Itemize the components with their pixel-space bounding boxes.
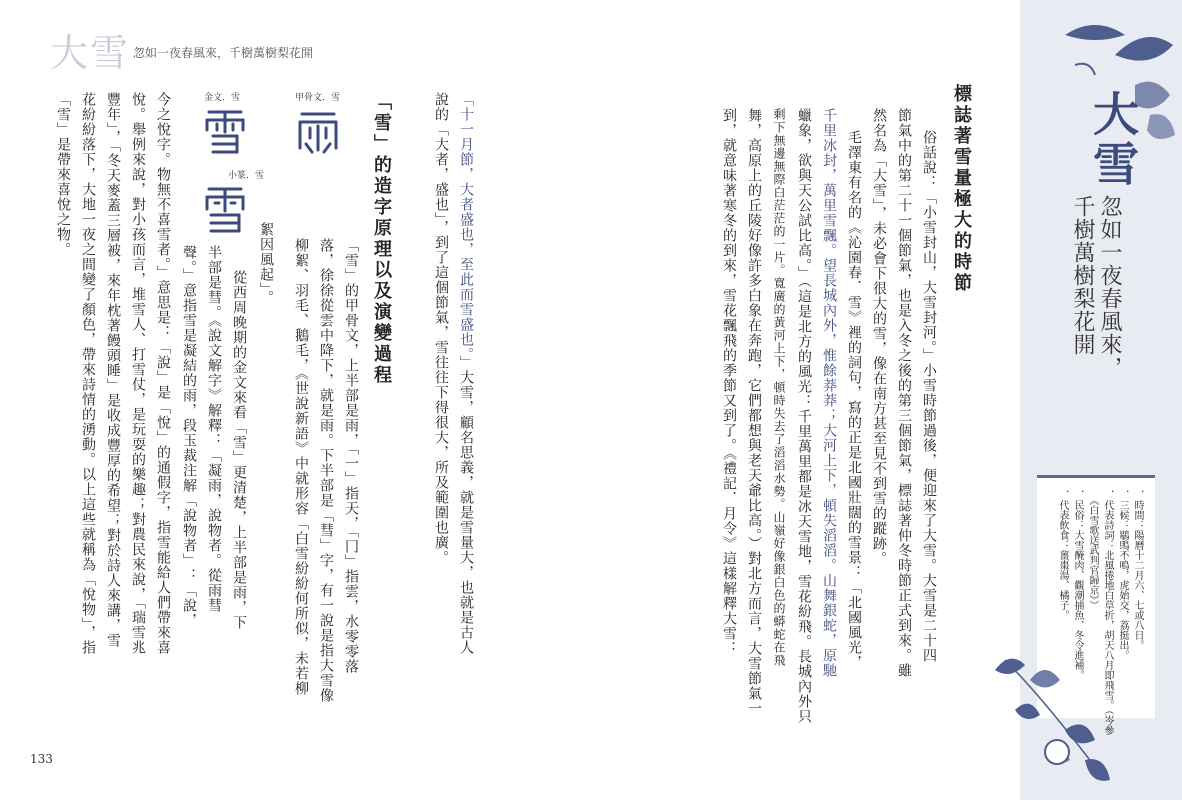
section-title-left: 「雪」的造字原理以及演變過程 xyxy=(371,92,392,386)
right-paragraph-line-3: 然名為「大雪」，未必會下很大的雪，像在南方甚至見不到雪的蹤跡。 xyxy=(871,108,887,566)
bronze-glyph xyxy=(203,108,247,156)
flower-bottom-icon xyxy=(985,640,1125,790)
page-number-left: 133 xyxy=(30,752,53,766)
right-subtitle-1: 忽如一夜春風來， xyxy=(1097,195,1122,379)
left-paragraph-line-7: 聲。」意指雪是凝結的雨，段玉裁注解「說物者」：「說， xyxy=(181,245,197,628)
info-item: ．時間：陽曆十二月六、七或八日。 xyxy=(1132,490,1143,650)
right-paragraph-line-2: 節氣中的第二十一個節氣，也是入冬之後的第三個節氣，標誌著仲冬時節正式到來。雖 xyxy=(896,108,912,678)
left-paragraph-line-5: 從西周晚期的金文來看「雪」更清楚，上半部是雨，下 xyxy=(231,270,247,630)
info-item: ．代表詩詞：北風捲地白草折，胡天八月即飛雪。（岑參 xyxy=(1102,490,1113,735)
quote-column-1: 「十一月節，大者盛也，至此而雪盛也。」大雪，顧名思義，就是雪量大，也就是古人 xyxy=(458,92,474,655)
right-paragraph-line-4: 毛澤東有名的《沁園春．雪》裡的詞句，寫的正是北國壯闊的雪景：「北國風光， xyxy=(846,130,862,670)
right-title: 大雪 xyxy=(1086,90,1140,190)
bronze-label: 金文．雪 xyxy=(204,93,241,103)
right-paragraph-line-9: 到，就意味著寒冬的到來，雪花飄飛的季節又到了。《禮記．月令》這樣解釋大雪： xyxy=(721,108,737,656)
right-paragraph-line-6: 蠟象，欲與天公試比高。」（這是北方的風光：千里萬里都是冰天雪地，雪花紛飛。長城內外只 xyxy=(796,108,812,724)
header-subtitle: 忽如一夜春風來，千樹萬樹梨花開 xyxy=(133,46,314,60)
quote-column-2: 說的「大者，盛也」，到了這個節氣，雪往往下得很大，所及範圍也廣。 xyxy=(433,92,449,565)
left-paragraph-line-1: 「雪」的甲骨文，上半部是雨，「一」指天，「冂」指雲，水零零落 xyxy=(343,238,359,674)
oracle-label: 甲骨文．雪 xyxy=(295,93,341,103)
section-title-right: 標誌著雪量極大的時節 xyxy=(951,84,972,294)
right-paragraph-line-1: 俗話說：「小雪封山，大雪封河。」小雪時節過後，便迎來了大雪。大雪是二十四 xyxy=(921,130,937,663)
left-paragraph-line-10: 豐年」，「冬天麥蓋三層被，來年枕著饅頭睡」是收成豐厚的希望；對於詩人來講，雪 xyxy=(105,92,121,648)
right-paragraph-line-7: 剩下無邊無際白茫茫的一片。寬廣的黃河上下，頓時失去了滔滔水勢。山嶺好像銀白色的蟒蛇在飛 xyxy=(772,108,786,667)
left-paragraph-line-2: 落，徐徐從雲中降下，就是雨。下半部是「彗」字，有一說是指大雪像 xyxy=(318,238,334,703)
oracle-bone-glyph xyxy=(296,108,340,154)
left-paragraph-line-9: 悅。舉例來說，對小孩而言，堆雪人、打雪仗，是玩耍的樂趣；對農民來說，「瑞雪兆 xyxy=(130,92,146,655)
right-subtitle-2: 千樹萬樹梨花開 xyxy=(1070,195,1095,356)
info-item: ．代表飲食：薑棗湯、橘子。 xyxy=(1057,490,1068,620)
left-paragraph-line-8: 今之悅字。物無不喜雪者。」意思是：「說」是「悅」的通假字，指雪能給人們帶來喜 xyxy=(155,92,171,655)
right-paragraph-line-8: 舞，高原上的丘陵好像許多白象在奔跑，它們都想與老天爺比高。）對北方而言，大雪節氣一 xyxy=(746,108,762,716)
left-paragraph-line-12: 「雪」是帶來喜悅之物。 xyxy=(55,92,71,257)
info-item: ．三候：鶡鴠不鳴，虎始交，荔挺出。 xyxy=(1117,490,1128,660)
info-item: ．民俗：大雪醃肉、觀潮捕魚、冬令進補。 xyxy=(1072,490,1083,680)
left-paragraph-line-4: 絮因風起」。 xyxy=(258,222,274,305)
seal-script-glyph xyxy=(203,185,247,235)
seal-label: 小篆．雪 xyxy=(228,171,265,181)
header-title: 大雪 xyxy=(50,31,131,75)
left-paragraph-line-6: 半部是彗。《說文解字》解釋：「凝雨，說物者。從雨彗 xyxy=(206,245,222,613)
left-paragraph-line-3: 柳絮、羽毛、鵝毛，《世說新語》中就形容「白雪紛紛何所似，未若柳 xyxy=(293,238,309,696)
right-paragraph-line-5: 千里冰封，萬里雪飄。望長城內外，惟餘莽莽；大河上下，頓失滔滔。山舞銀蛇，原馳 xyxy=(821,108,837,678)
info-item: 《白雪歌送武判官歸京》） xyxy=(1087,490,1098,610)
left-paragraph-line-11: 花紛紛落下，大地一夜之間變了顏色，帶來詩情的湧動。以上這些就稱為「悅物」，指 xyxy=(80,92,96,655)
